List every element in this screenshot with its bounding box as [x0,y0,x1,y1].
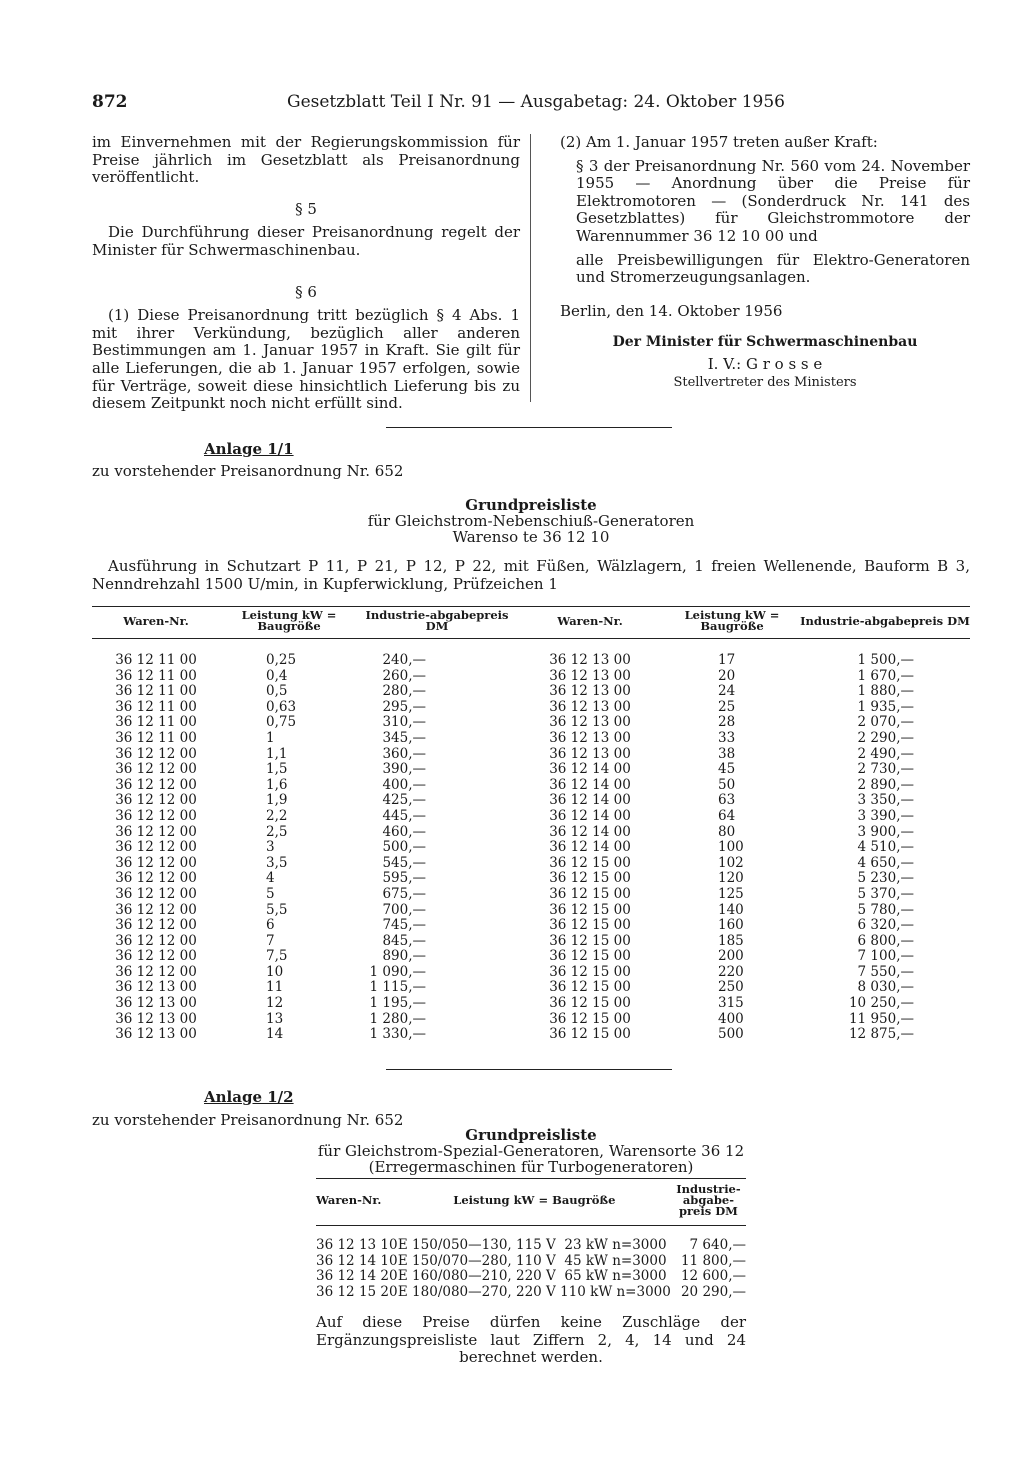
power-kw: 3 [266,839,275,856]
table-row [92,934,970,950]
column-divider [530,134,531,402]
item-number: 36 12 13 00 [549,729,631,746]
power-kw: 1 [266,729,275,746]
item-number: 36 12 15 00 [549,995,631,1012]
item-number: 36 12 14 00 [549,761,631,778]
power-kw: 12 [266,995,284,1012]
item-number: 36 12 13 00 [549,714,631,731]
page-header [92,92,792,114]
price-dm: 8 030,— [857,979,914,996]
item-number: 36 12 15 00 [549,917,631,934]
item-number: 36 12 12 00 [115,761,197,778]
section-6-heading: § 6 [295,282,317,301]
paragraph-2-intro: (2) Am 1. Januar 1957 treten außer Kraft: [560,133,878,151]
table-row [316,1269,746,1285]
separator-rule [386,1069,672,1070]
item-number: 36 12 14 00 [549,823,631,840]
power-kw: 500 [718,1026,744,1043]
table-row [92,684,970,700]
design-description: Ausführung in Schutzart P 11, P 21, P 12, P 22, mit Füßen, Wälzlagern, 1 freien Wellenende, Bauform B 3, Nenndrehzahl 1500 U/min, in Kupferwicklung, Prüfzeichen 1 [92,557,970,593]
price-dm: 280,— [382,683,426,700]
price-list-subtitle: für Gleichstrom-Nebenschiuß-Generatoren [367,512,695,530]
anlage-1-1-title-block [92,497,970,545]
item-number: 36 12 14 00 [549,776,631,793]
column-header: Waren-Nr. [92,607,220,639]
price-dm: 1 090,— [369,963,426,980]
power-kw: 7,5 [266,948,288,965]
price-dm: 2 890,— [857,776,914,793]
item-number: 36 12 14 00 [549,839,631,856]
item-number: 36 12 11 00 [115,698,197,715]
column-header: Waren-Nr. [316,1179,398,1226]
power-kw: 63 [718,792,736,809]
power-kw: 7 [266,932,275,949]
right-column [560,134,970,391]
item-number: 36 12 11 00 [115,652,197,668]
price-dm: 545,— [382,854,426,871]
item-number: 36 12 12 00 [115,745,197,762]
price-dm: 1 330,— [369,1026,426,1043]
price-dm: 595,— [382,870,426,887]
anlage-1-2-reference: zu vorstehender Preisanordnung Nr. 652 [92,1111,404,1129]
table-row [92,639,970,669]
machine-spec: E 150/070—280, 110 V 45 kW n=3000 [397,1252,667,1269]
power-kw: 0,4 [266,667,288,684]
power-kw: 2,2 [266,807,288,824]
power-kw: 3,5 [266,854,288,871]
price-dm: 11 950,— [848,1010,914,1027]
price-dm: 4 650,— [857,854,914,871]
signature-role: Stellvertreter des Ministers [673,374,857,390]
power-kw: 185 [718,932,744,949]
power-kw: 1,1 [266,745,288,762]
item-number: 36 12 14 20 [316,1268,398,1285]
price-dm: 240,— [382,652,426,668]
left-column [92,134,520,413]
table-row [92,887,970,903]
item-number: 36 12 15 00 [549,1010,631,1027]
price-dm: 1 195,— [369,995,426,1012]
item-number: 36 12 12 00 [115,917,197,934]
price-dm: 12 600,— [680,1268,746,1285]
table-row [92,949,970,965]
anlage-1-2-heading: Anlage 1/2 [204,1088,294,1106]
item-number: 36 12 12 00 [115,932,197,949]
section-6-text: (1) Diese Preisanordnung tritt bezüglich § 4 Abs. 1 mit ihrer Verkündung, bezüglich aller anderen Bestimmungen am 1. Januar 1957 in Kraft. Sie gilt für alle Lieferungen, die ab 1. Januar 1957 erfolgen, sowie für Verträge, soweit diese hinsichtlich Lieferung bis zu diesem Zeitpunkt noch nicht erfüllt sind. [92,306,520,413]
price-dm: 445,— [382,807,426,824]
power-kw: 5 [266,885,275,902]
item-number: 36 12 15 00 [549,854,631,871]
table-row [92,996,970,1012]
price-list-subtitle: für Gleichstrom-Spezial-Generatoren, Warensorte 36 12 [317,1142,745,1160]
power-kw: 1,6 [266,776,288,793]
power-kw: 0,5 [266,683,288,700]
table-row [92,778,970,794]
price-dm: 2 070,— [857,714,914,731]
item-number: 36 12 13 00 [115,995,197,1012]
power-kw: 100 [718,839,744,856]
item-number: 36 12 12 00 [115,823,197,840]
item-number: 36 12 15 00 [549,932,631,949]
power-kw: 6 [266,917,275,934]
price-dm: 745,— [382,917,426,934]
power-kw: 102 [718,854,744,871]
table-row [92,856,970,872]
paragraph-continuation: im Einvernehmen mit der Regierungskommission für Preise jährlich im Gesetzblatt als Preisanordnung veröffentlicht. [92,133,520,187]
machine-spec: E 180/080—270, 220 V 110 kW n=3000 [397,1283,671,1300]
price-dm: 2 490,— [857,745,914,762]
price-dm: 360,— [382,745,426,762]
item-number: 36 12 11 00 [115,667,197,684]
item-number: 36 12 15 00 [549,870,631,887]
power-kw: 0,63 [266,698,297,715]
power-kw: 2,5 [266,823,288,840]
power-kw: 400 [718,1010,744,1027]
table-row [92,1012,970,1028]
surcharge-footnote: Auf diese Preise dürfen keine Zuschläge der Ergänzungspreisliste laut Ziffern 2, 4, 14 und 24 berechnet werden. [316,1313,746,1367]
price-dm: 7 100,— [857,948,914,965]
price-dm: 3 350,— [857,792,914,809]
price-list-note: (Erregermaschinen für Turbogeneratoren) [368,1158,694,1176]
table-row [92,903,970,919]
item-number: 36 12 12 00 [115,948,197,965]
item-number: 36 12 13 00 [549,667,631,684]
item-number: 36 12 15 00 [549,901,631,918]
item-number: 36 12 12 00 [115,901,197,918]
item-number: 36 12 13 00 [115,979,197,996]
power-kw: 11 [266,979,284,996]
item-number: 36 12 11 00 [115,714,197,731]
price-dm: 700,— [382,901,426,918]
power-kw: 160 [718,917,744,934]
item-number: 36 12 14 10 [316,1252,398,1269]
section-5-text: Die Durchführung dieser Preisanordnung regelt der Minister für Schwermaschinenbau. [92,223,520,259]
price-dm: 260,— [382,667,426,684]
item-number: 36 12 15 20 [316,1283,398,1300]
repealed-item-1: § 3 der Preisanordnung Nr. 560 vom 24. November 1955 — Anordnung über die Preise für Elektromotoren — (Sonderdruck Nr. 141 des Gesetzblattes) für Gleichstrommotore der Warennummer 36 12 10 00 und [576,156,970,245]
column-header: Leistung kW = Baugröße [220,607,358,639]
price-dm: 3 390,— [857,807,914,824]
price-dm: 11 800,— [680,1252,746,1269]
price-dm: 845,— [382,932,426,949]
power-kw: 4 [266,870,275,887]
price-dm: 1 115,— [369,979,426,996]
price-dm: 400,— [382,776,426,793]
table-row [92,669,970,685]
table-row [316,1254,746,1270]
repealed-item-2: alle Preisbewilligungen für Elektro-Generatoren und Stromerzeugungsanlagen. [576,250,970,287]
table-row [92,809,970,825]
table-row [92,700,970,716]
item-number: 36 12 15 00 [549,948,631,965]
table-row [316,1285,746,1301]
price-dm: 10 250,— [848,995,914,1012]
table-row [316,1226,746,1254]
item-number: 36 12 12 00 [115,885,197,902]
column-header: Industrie-abgabepreis DM [358,607,516,639]
price-dm: 1 280,— [369,1010,426,1027]
item-number: 36 12 11 00 [115,729,197,746]
power-kw: 1,9 [266,792,288,809]
table-row [92,715,970,731]
item-number: 36 12 13 00 [115,1010,197,1027]
item-number: 36 12 15 00 [549,979,631,996]
price-dm: 3 900,— [857,823,914,840]
price-dm: 675,— [382,885,426,902]
price-table-2 [316,1178,746,1300]
item-number: 36 12 12 00 [115,839,197,856]
power-kw: 25 [718,698,736,715]
section-5-heading: § 5 [295,199,317,218]
price-dm: 7 640,— [689,1237,746,1253]
price-dm: 500,— [382,839,426,856]
item-number: 36 12 15 00 [549,1026,631,1043]
power-kw: 220 [718,963,744,980]
power-kw: 0,25 [266,652,297,668]
price-list-title: Grundpreisliste [465,496,597,514]
item-number: 36 12 14 00 [549,807,631,824]
gazette-title: Gesetzblatt Teil I Nr. 91 — Ausgabetag: 24. Oktober 1956 [287,92,785,112]
power-kw: 17 [718,652,736,668]
item-number: 36 12 12 00 [115,870,197,887]
price-dm: 1 500,— [857,652,914,668]
item-number: 36 12 13 00 [549,698,631,715]
item-number: 36 12 15 00 [549,885,631,902]
price-dm: 6 320,— [857,917,914,934]
power-kw: 64 [718,807,736,824]
power-kw: 200 [718,948,744,965]
power-kw: 315 [718,995,744,1012]
power-kw: 140 [718,901,744,918]
price-dm: 12 875,— [848,1026,914,1043]
item-number: 36 12 15 00 [549,963,631,980]
table-header-row [316,1179,746,1226]
column-header: Leistung kW = Baugröße [398,1179,671,1226]
power-kw: 0,75 [266,714,297,731]
item-number: 36 12 13 00 [549,745,631,762]
signature: I. V.: G r o s s e [707,354,823,373]
price-dm: 7 550,— [857,963,914,980]
price-dm: 1 935,— [857,698,914,715]
item-number: 36 12 12 00 [115,807,197,824]
price-table-1 [92,606,970,1043]
table-row [92,965,970,981]
price-dm: 425,— [382,792,426,809]
anlage-1-1-reference: zu vorstehender Preisanordnung Nr. 652 [92,462,404,480]
separator-rule [386,427,672,428]
machine-spec: E 150/050—130, 115 V 23 kW n=3000 [397,1237,667,1253]
machine-spec: E 160/080—210, 220 V 65 kW n=3000 [397,1268,667,1285]
power-kw: 120 [718,870,744,887]
item-number: 36 12 13 10 [316,1237,398,1253]
price-dm: 295,— [382,698,426,715]
anlage-1-2-title-block [316,1127,746,1175]
power-kw: 250 [718,979,744,996]
signing-authority: Der Minister für Schwermaschinenbau [612,334,918,351]
column-header: Leistung kW = Baugröße [664,607,800,639]
price-dm: 2 730,— [857,761,914,778]
place-date: Berlin, den 14. Oktober 1956 [560,301,783,320]
price-dm: 460,— [382,823,426,840]
item-number: 36 12 12 00 [115,963,197,980]
power-kw: 45 [718,761,736,778]
column-header: Industrie-abgabepreis DM [800,607,970,639]
power-kw: 20 [718,667,736,684]
power-kw: 5,5 [266,901,288,918]
power-kw: 10 [266,963,284,980]
price-dm: 390,— [382,761,426,778]
item-number: 36 12 11 00 [115,683,197,700]
price-dm: 4 510,— [857,839,914,856]
item-number: 36 12 14 00 [549,792,631,809]
table-header-row [92,607,970,639]
price-dm: 345,— [382,729,426,746]
price-dm: 1 670,— [857,667,914,684]
price-dm: 20 290,— [680,1283,746,1300]
column-header: Waren-Nr. [516,607,664,639]
table-row [92,980,970,996]
price-dm: 6 800,— [857,932,914,949]
power-kw: 24 [718,683,736,700]
price-dm: 890,— [382,948,426,965]
table-row [92,1027,970,1043]
price-dm: 2 290,— [857,729,914,746]
item-number: 36 12 13 00 [549,652,631,668]
table-row [92,762,970,778]
power-kw: 80 [718,823,736,840]
power-kw: 1,5 [266,761,288,778]
power-kw: 50 [718,776,736,793]
table-row [92,747,970,763]
price-dm: 5 230,— [857,870,914,887]
page-number: 872 [92,92,128,112]
item-number: 36 12 12 00 [115,776,197,793]
price-dm: 5 370,— [857,885,914,902]
power-kw: 38 [718,745,736,762]
price-dm: 5 780,— [857,901,914,918]
table-row [92,918,970,934]
price-dm: 1 880,— [857,683,914,700]
table-row [92,871,970,887]
power-kw: 28 [718,714,736,731]
anlage-1-1-heading: Anlage 1/1 [204,440,294,458]
power-kw: 33 [718,729,736,746]
item-number: 36 12 13 00 [549,683,631,700]
price-list-class: Warenso te 36 12 10 [452,528,610,546]
power-kw: 14 [266,1026,284,1043]
price-list-title: Grundpreisliste [465,1126,597,1144]
power-kw: 13 [266,1010,284,1027]
column-header: Industrie-abgabe-preis DM [671,1179,746,1226]
table-row [92,825,970,841]
table-row [92,840,970,856]
table-row [92,731,970,747]
item-number: 36 12 12 00 [115,792,197,809]
item-number: 36 12 13 00 [115,1026,197,1043]
price-dm: 310,— [382,714,426,731]
table-row [92,793,970,809]
power-kw: 125 [718,885,744,902]
item-number: 36 12 12 00 [115,854,197,871]
